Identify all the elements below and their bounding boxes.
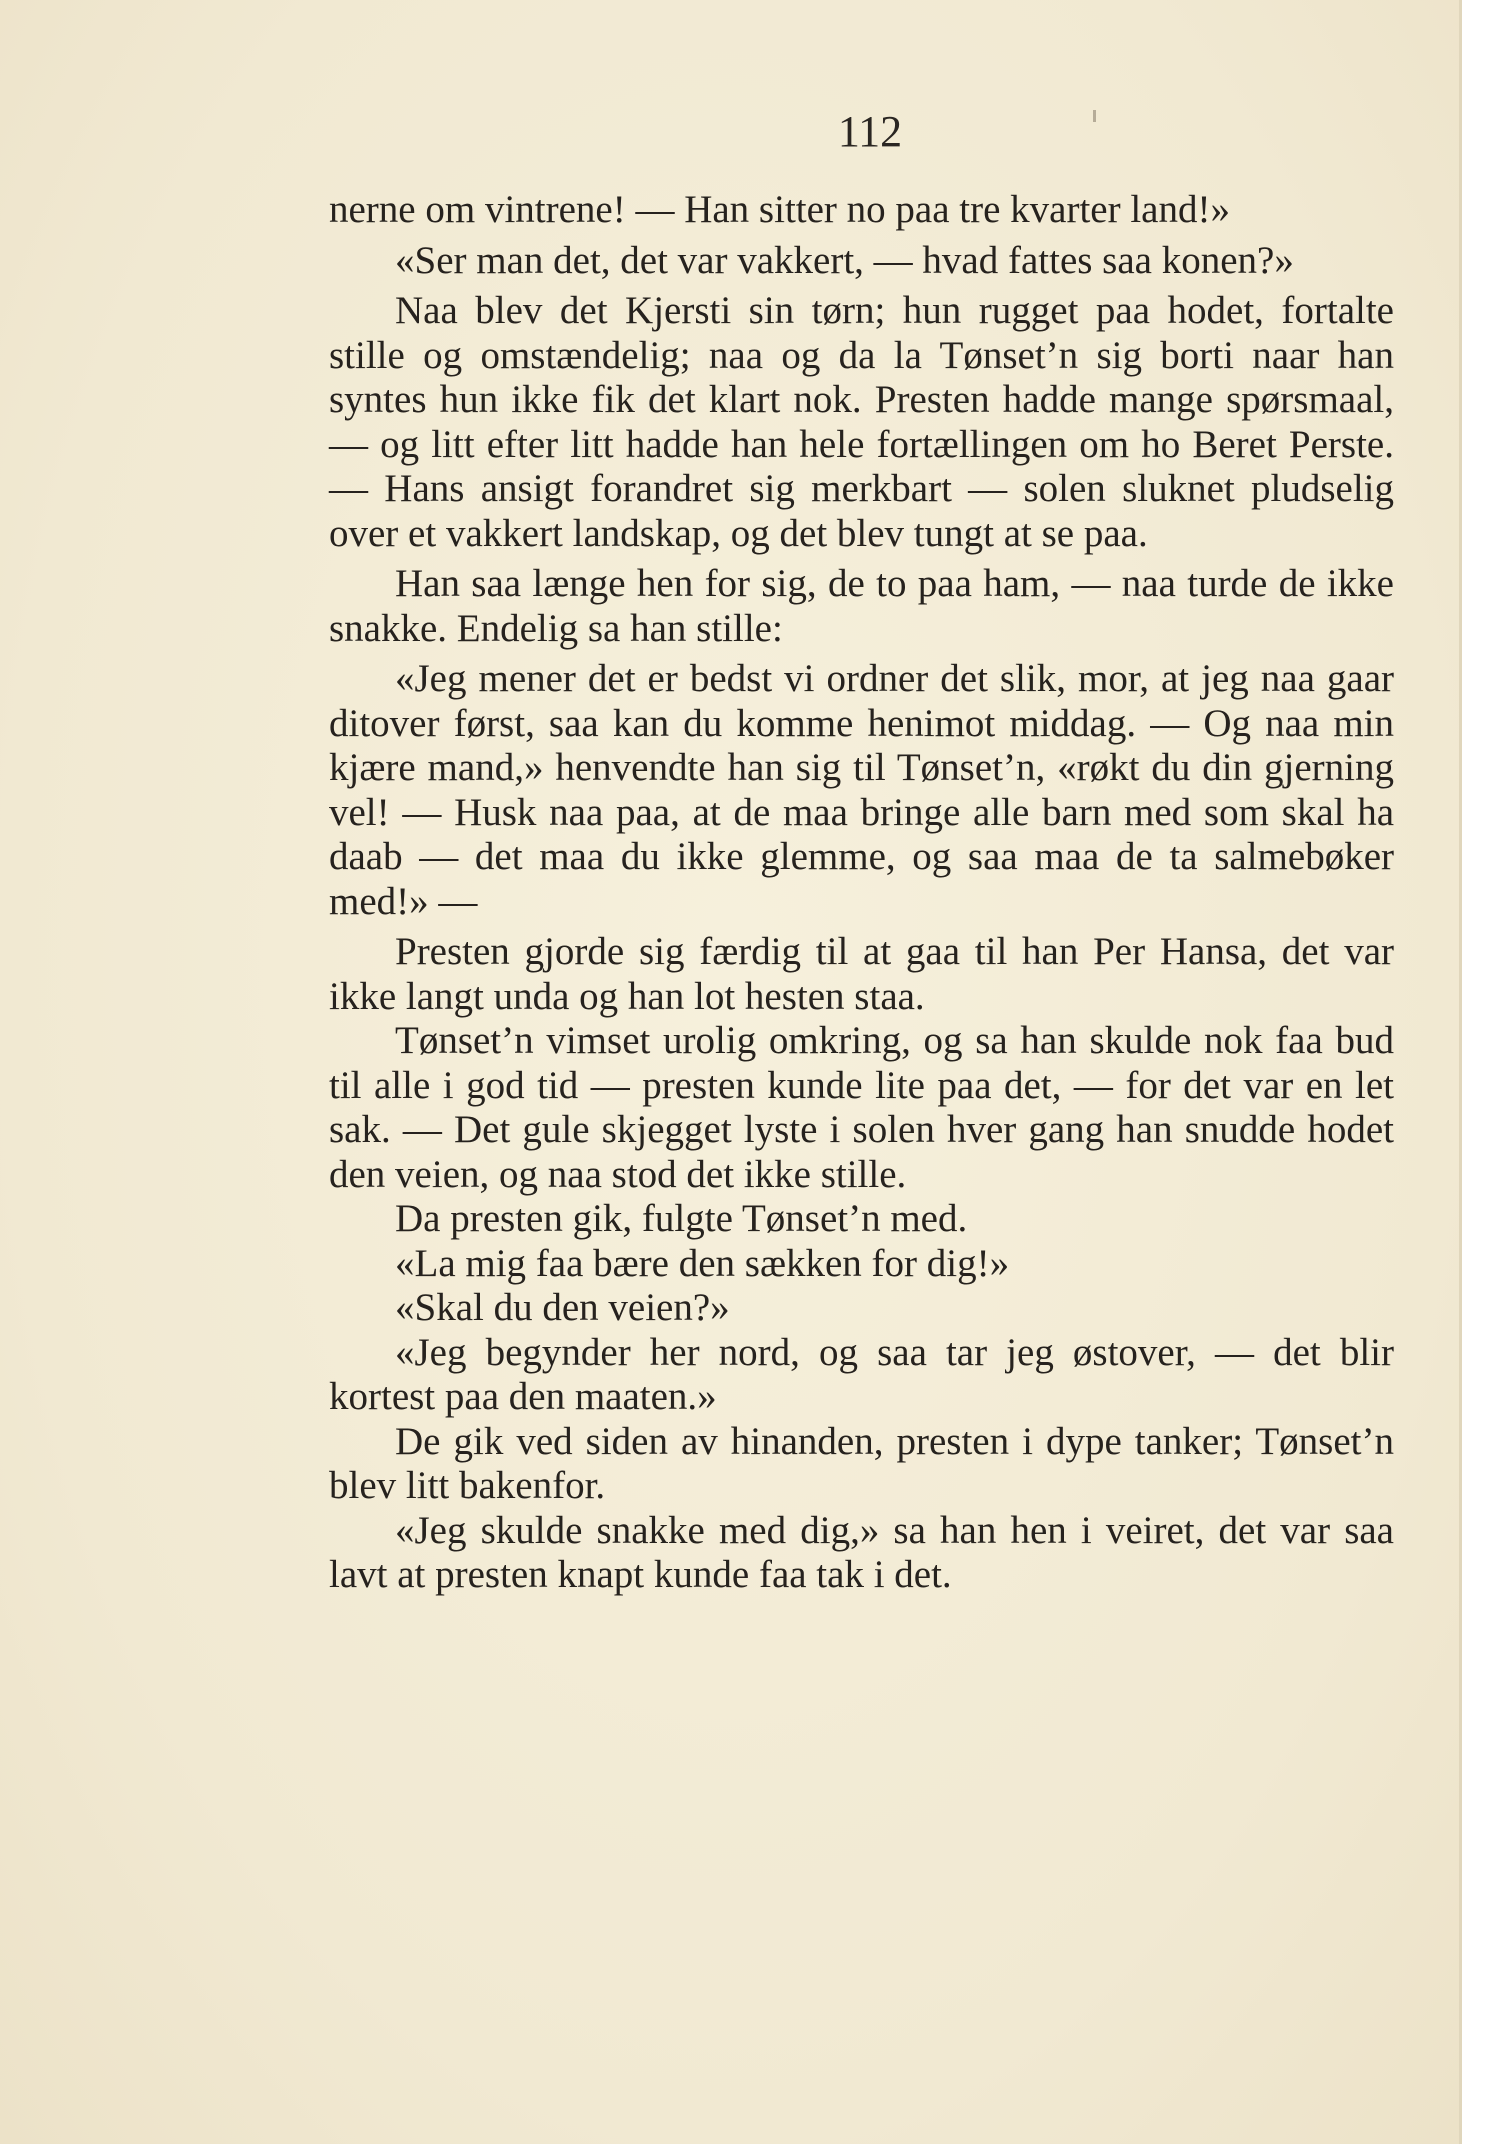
paragraph: De gik ved siden av hinanden, presten i dype tanker; Tønset’n blev litt bakenfor. — [329, 1419, 1394, 1507]
paragraph: Presten gjorde sig færdig til at gaa til han Per Hansa, det var ikke langt unda og han lot hesten staa. — [329, 930, 1394, 1018]
page-number: 112 — [837, 107, 903, 156]
paragraph: Han saa længe hen for sig, de to paa ham, — naa turde de ikke snakke. Endelig sa han stille: — [329, 562, 1394, 650]
paragraph: «Jeg skulde snakke med dig,» sa han hen i veiret, det var saa lavt at presten knapt kunde faa tak i det. — [329, 1508, 1394, 1596]
body-text — [329, 188, 1394, 1598]
paragraph: Naa blev det Kjersti sin tørn; hun rugget paa hodet, fortalte stille og omstændelig; naa og da la Tønset’n sig borti naar han syntes hun ikke fik det klart nok. Presten hadde mange spørsmaal, — og litt efter litt hadde han hele fortællingen om ho Beret Perste. — Hans ansigt forandret sig merkbart — solen sluknet pludselig over et vakkert landskap, og det blev tungt at se paa. — [329, 289, 1394, 555]
paragraph: «Jeg begynder her nord, og saa tar jeg østover, — det blir kortest paa den maaten.» — [329, 1330, 1394, 1418]
paragraph: «Ser man det, det var vakkert, — hvad fattes saa konen?» — [395, 238, 1294, 282]
paragraph: Da presten gik, fulgte Tønset’n med. — [395, 1197, 968, 1240]
paragraph: Tønset’n vimset urolig omkring, og sa han skulde nok faa bud til alle i god tid — presten kunde lite paa det, — for det var en let sak. — Det gule skjegget lyste i solen hver gang han snudde hodet den veien, og naa stod det ikke stille. — [329, 1019, 1394, 1196]
paragraph: «La mig faa bære den sækken for dig!» — [395, 1241, 1010, 1285]
paragraph: «Skal du den veien?» — [395, 1286, 730, 1329]
paragraph: nerne om vintrene! — Han sitter no paa tre kvarter land!» — [329, 188, 1230, 231]
paragraph: «Jeg mener det er bedst vi ordner det slik, mor, at jeg naa gaar ditover først, saa kan du komme henimot middag. — Og naa min kjære mand,» henvendte han sig til Tønset’n, «røkt du din gjerning vel! — Husk naa paa, at de maa bringe alle barn med som skal ha daab — det maa du ikke glemme, og saa maa de ta salmebøker med!» — — [329, 657, 1394, 923]
